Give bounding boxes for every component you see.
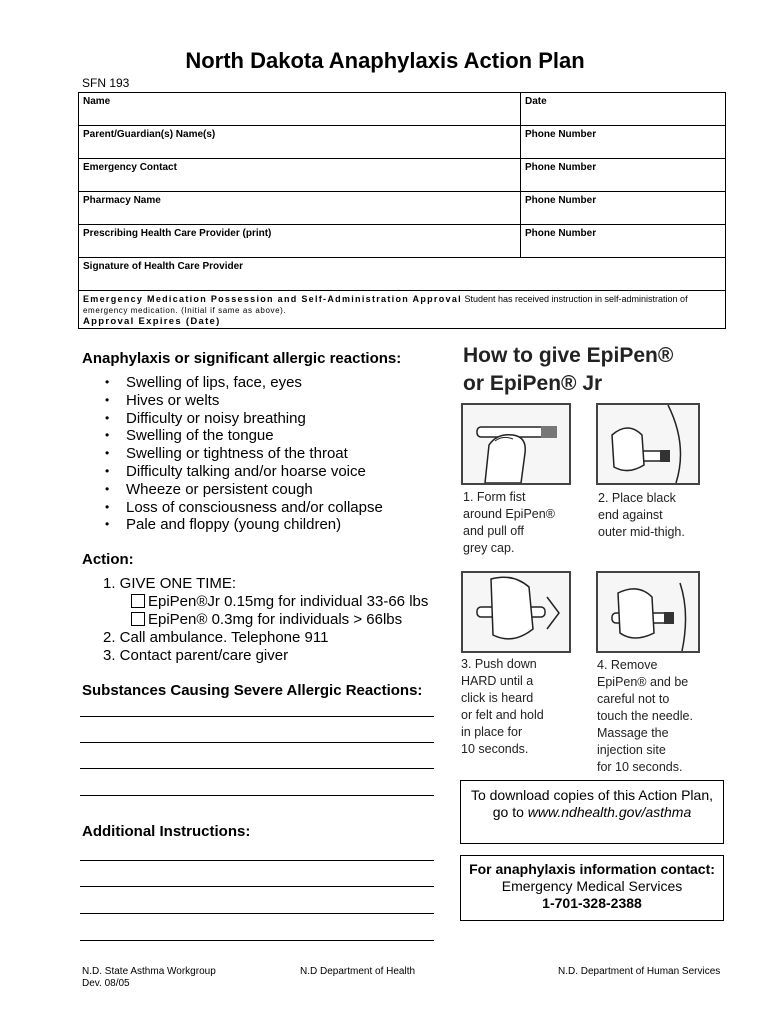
epipen-jr-checkbox[interactable] xyxy=(131,594,145,608)
pharmacy-phone-field[interactable]: Phone Number xyxy=(521,192,726,225)
download-box xyxy=(460,780,724,844)
action-step-3: 3. Contact parent/care giver xyxy=(103,647,289,664)
contact-box xyxy=(460,855,724,921)
reaction-item: • Loss of consciousness and/or collapse xyxy=(105,499,383,517)
additional-line[interactable] xyxy=(80,860,434,861)
emergency-contact-field[interactable]: Emergency Contact xyxy=(79,159,521,192)
caption-line: EpiPen® and be xyxy=(597,675,689,689)
additional-line[interactable] xyxy=(80,886,434,887)
reaction-item: • Swelling of the tongue xyxy=(105,427,383,445)
footer-right: N.D. Department of Human Services xyxy=(558,966,721,977)
epipen-adult-checkbox[interactable] xyxy=(131,612,145,626)
substances-line[interactable] xyxy=(80,716,434,717)
reaction-item: • Swelling of lips, face, eyes xyxy=(105,374,383,392)
caption-line: or felt and hold xyxy=(461,708,544,722)
parent-phone-field[interactable]: Phone Number xyxy=(521,126,726,159)
footer-left xyxy=(82,966,216,990)
reaction-item: • Hives or welts xyxy=(105,392,383,410)
contact-org: Emergency Medical Services xyxy=(501,878,683,894)
reaction-item: • Difficulty or noisy breathing xyxy=(105,410,383,428)
provider-phone-field[interactable]: Phone Number xyxy=(521,225,726,258)
substances-heading: Substances Causing Severe Allergic Reactions: xyxy=(82,682,423,699)
reaction-item: • Wheeze or persistent cough xyxy=(105,481,383,499)
epipen-title xyxy=(463,342,673,398)
caption-line: grey cap. xyxy=(463,541,515,555)
caption-line: end against xyxy=(598,508,663,522)
pharmacy-name-field[interactable]: Pharmacy Name xyxy=(79,192,521,225)
step2-illustration xyxy=(596,403,700,485)
caption-line: touch the needle. xyxy=(597,709,693,723)
caption-line: 1. Form fist xyxy=(463,490,526,504)
emergency-phone-field[interactable]: Phone Number xyxy=(521,159,726,192)
caption-line: around EpiPen® xyxy=(463,507,555,521)
form-row-name xyxy=(79,93,726,126)
form-row-emergency xyxy=(79,159,726,192)
approval-field[interactable] xyxy=(79,291,726,329)
step4-illustration xyxy=(596,571,700,653)
caption-line: 3. Push down xyxy=(461,657,537,671)
page-title: North Dakota Anaphylaxis Action Plan xyxy=(185,48,585,73)
footer-center: N.D Department of Health xyxy=(300,966,416,977)
download-line-1: To download copies of this Action Plan, xyxy=(470,787,714,803)
form-row-signature xyxy=(79,258,726,291)
caption-line: in place for xyxy=(461,725,523,739)
caption-line: for 10 seconds. xyxy=(597,760,683,774)
contact-heading: For anaphylaxis information contact: xyxy=(469,861,715,877)
epipen-jr-label: EpiPen®Jr 0.15mg for individual 33-66 lbs xyxy=(148,593,429,610)
step2-caption xyxy=(598,490,685,541)
contact-phone: 1-701-328-2388 xyxy=(542,895,642,911)
download-link[interactable]: www.ndhealth.gov/asthma xyxy=(527,804,692,820)
action-steps xyxy=(103,575,428,665)
form-row-approval xyxy=(79,291,726,329)
caption-line: and pull off xyxy=(463,524,524,538)
form-number: SFN 193 xyxy=(82,76,130,90)
form-row-provider xyxy=(79,225,726,258)
reactions-list xyxy=(105,374,383,534)
action-step-1: 1. GIVE ONE TIME: xyxy=(103,575,237,592)
step1-illustration xyxy=(461,403,571,485)
date-field[interactable]: Date xyxy=(521,93,726,126)
caption-line: click is heard xyxy=(461,691,534,705)
step3-illustration xyxy=(461,571,571,653)
footer-workgroup: N.D. State Asthma Workgroup xyxy=(82,966,216,977)
epipen-title-line-1: How to give EpiPen® xyxy=(463,344,674,367)
additional-heading: Additional Instructions: xyxy=(82,823,251,840)
reaction-item: • Difficulty talking and/or hoarse voice xyxy=(105,463,383,481)
reaction-item: • Pale and floppy (young children) xyxy=(105,516,383,534)
approval-heading: Emergency Medication Possession and Self-Administration Approval xyxy=(83,294,462,304)
substances-line[interactable] xyxy=(80,795,434,796)
form-row-parent xyxy=(79,126,726,159)
step1-caption xyxy=(463,489,555,557)
parent-name-field[interactable]: Parent/Guardian(s) Name(s) xyxy=(79,126,521,159)
name-field[interactable]: Name xyxy=(79,93,521,126)
approval-text-2: emergency medication. (Initial if same as above). xyxy=(83,306,287,315)
action-option-adult xyxy=(103,611,428,629)
epipen-adult-label: EpiPen® 0.3mg for individuals > 66lbs xyxy=(148,611,403,628)
caption-line: 4. Remove xyxy=(597,658,658,672)
approval-text: Student has received instruction in self-administration of xyxy=(464,294,688,304)
caption-line: 2. Place black xyxy=(598,491,676,505)
epipen-title-line-2: or EpiPen® Jr xyxy=(463,372,603,395)
substances-line[interactable] xyxy=(80,768,434,769)
step3-caption xyxy=(461,656,544,758)
reactions-heading: Anaphylaxis or significant allergic reactions: xyxy=(82,350,402,367)
caption-line: careful not to xyxy=(597,692,670,706)
reaction-item: • Swelling or tightness of the throat xyxy=(105,445,383,463)
step4-caption xyxy=(597,657,693,776)
place-thigh-icon xyxy=(598,405,698,483)
signature-field[interactable]: Signature of Health Care Provider xyxy=(79,258,726,291)
remove-epipen-icon xyxy=(598,573,698,651)
additional-line[interactable] xyxy=(80,913,434,914)
substances-line[interactable] xyxy=(80,742,434,743)
push-hard-icon xyxy=(463,573,569,651)
caption-line: injection site xyxy=(597,743,666,757)
action-heading: Action: xyxy=(82,551,134,568)
download-line-2 xyxy=(461,804,723,821)
caption-line: outer mid-thigh. xyxy=(598,525,685,539)
additional-line[interactable] xyxy=(80,940,434,941)
caption-line: HARD until a xyxy=(461,674,534,688)
info-form-table xyxy=(78,92,726,329)
action-step-2: 2. Call ambulance. Telephone 911 xyxy=(103,629,329,646)
caption-line: 10 seconds. xyxy=(461,742,529,756)
action-option-jr xyxy=(103,593,428,611)
download-prefix: go to xyxy=(492,804,528,820)
approval-expires: Approval Expires (Date) xyxy=(83,316,221,327)
form-row-pharmacy xyxy=(79,192,726,225)
fist-pull-cap-icon xyxy=(463,405,569,483)
provider-name-field[interactable]: Prescribing Health Care Provider (print) xyxy=(79,225,521,258)
caption-line: Massage the xyxy=(597,726,669,740)
footer-revision: Dev. 08/05 xyxy=(82,978,130,989)
